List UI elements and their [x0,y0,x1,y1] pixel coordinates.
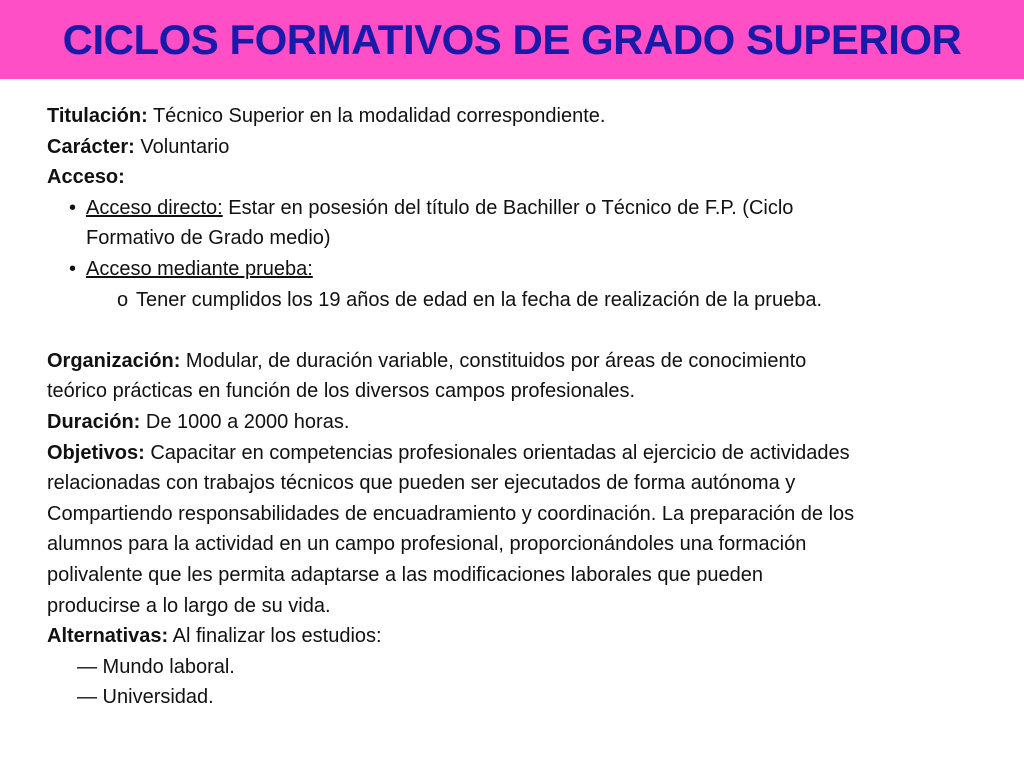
bullet-icon: • [69,257,77,280]
objetivos-text-1: Capacitar en competencias profesionales orientadas al ejercicio de actividades [144,441,850,464]
objetivos-text-4: alumnos para la actividad en un campo profesional, proporcionándoles una formación [47,533,807,556]
duracion-label: Duración: [47,410,141,433]
alternativas-line [47,621,1002,652]
acceso-directo-label: Acceso directo: [86,196,223,219]
objetivos-line-1 [47,438,1002,469]
bullet-acceso-prueba [47,254,1002,285]
duracion-line [47,407,1002,438]
alternativas-label: Alternativas: [47,625,169,648]
sub-bullet-edad-text: Tener cumplidos los 19 años de edad en la fecha de realización de la prueba. [136,288,823,311]
organizacion-text-1: Modular, de duración variable, constituidos por áreas de conocimiento [180,349,807,372]
organizacion-label: Organización: [47,349,181,372]
titulacion-label: Titulación: [47,105,148,127]
sub-bullet-edad [47,285,1002,316]
alternativa-item-universidad: — Universidad. [77,686,214,709]
alternativa-item-mundo-laboral: — Mundo laboral. [77,655,235,678]
acceso-directo-text-1: Estar en posesión del título de Bachiller o Técnico de F.P. (Ciclo [222,196,794,219]
objetivos-text-5: polivalente que les permita adaptarse a las modificaciones laborales que pueden [47,563,764,586]
alternativas-text: Al finalizar los estudios: [168,625,382,648]
acceso-line [47,162,1002,193]
titulacion-line [47,101,1002,132]
acceso-prueba-label: Acceso mediante prueba: [86,257,313,280]
slide-body [47,101,1002,713]
acceso-directo-text-2: Formativo de Grado medio) [86,227,331,250]
titulacion-text: Técnico Superior en la modalidad correspondiente. [147,105,606,127]
title-bar [0,0,1024,79]
objetivos-label: Objetivos: [47,441,145,464]
spacer [47,315,1002,346]
objetivos-text-6: producirse a lo largo de su vida. [47,594,331,617]
organizacion-line-1 [47,346,1002,377]
organizacion-text-2: teórico prácticas en función de los diversos campos profesionales. [47,380,636,403]
objetivos-text-3: Compartiendo responsabilidades de encuadramiento y coordinación. La preparación de los [47,502,855,525]
slide-title: CICLOS FORMATIVOS DE GRADO SUPERIOR [62,15,962,63]
acceso-label: Acceso: [47,166,125,189]
bullet-icon: • [69,196,77,219]
bullet-acceso-directo [47,193,1002,254]
caracter-line [47,132,1002,163]
duracion-text: De 1000 a 2000 horas. [140,410,350,433]
caracter-label: Carácter: [47,135,135,158]
caracter-text: Voluntario [134,135,230,158]
circle-bullet-icon: o [117,288,129,311]
objetivos-text-2: relacionadas con trabajos técnicos que pueden ser ejecutados de forma autónoma y [47,472,796,495]
